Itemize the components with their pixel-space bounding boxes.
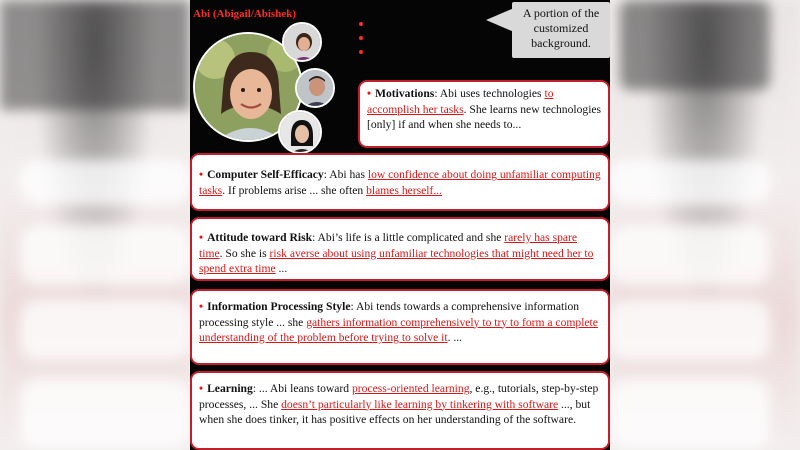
bullet-icon: • xyxy=(367,87,372,100)
facet-highlight: rarely has spare time xyxy=(199,231,578,260)
red-dot-icon xyxy=(359,22,363,26)
blurred-background-right xyxy=(610,0,800,450)
blurred-background-left xyxy=(0,0,190,450)
facet-label: Information Processing Style xyxy=(207,300,351,313)
facet-text: ... xyxy=(275,262,288,275)
persona-name: Abi (Abigail/Abishek) xyxy=(193,8,296,20)
bullet-icon: • xyxy=(199,168,204,181)
facet-highlight: process-oriented learning xyxy=(352,382,470,395)
facet-label: Computer Self-Efficacy xyxy=(207,168,324,181)
bullet-icon: • xyxy=(199,231,204,244)
facet-card-information-processing xyxy=(190,289,610,365)
facet-card-learning xyxy=(190,371,610,450)
facet-text: : ... Abi leans toward xyxy=(252,382,352,395)
thumbnail-image-1 xyxy=(284,24,322,62)
bullet-icon: • xyxy=(199,300,204,313)
facet-text: : Abi’s life is a little complicated and she xyxy=(312,231,505,244)
facet-label: Attitude toward Risk xyxy=(207,231,313,244)
red-dot-icon xyxy=(359,50,363,54)
facet-text: : Abi has xyxy=(323,168,368,181)
background-callout: A portion of the customized background. xyxy=(512,2,610,58)
facet-highlight: low confidence about doing unfamiliar computing tasks xyxy=(199,168,601,197)
facet-card-motivations xyxy=(358,80,610,148)
facet-label: Motivations xyxy=(375,87,435,100)
persona-thumbnail-3 xyxy=(278,110,322,154)
facet-text: . If problems arise ... she often xyxy=(222,183,367,197)
thumbnail-image-3 xyxy=(280,112,322,154)
facet-card-risk xyxy=(190,217,610,281)
facet-highlight: gathers information comprehensively to try to form a complete understanding of the problem before trying to solve it xyxy=(199,315,598,344)
thumbnail-image-2 xyxy=(297,70,335,108)
facet-text: : Abi uses technologies xyxy=(434,87,545,100)
persona-slide xyxy=(190,0,610,450)
callout-pointer xyxy=(486,8,514,32)
facet-text: . She learns new technologies [only] if and when she needs to... xyxy=(367,102,602,131)
facet-highlight: risk averse about using unfamiliar technologies that might need her to spend extra time xyxy=(199,246,594,275)
facet-card-self-efficacy xyxy=(190,153,610,211)
facet-text: , e.g., tutorials, step-by-step processes, ... She xyxy=(199,382,599,411)
facet-text: : Abi tends towards a comprehensive information processing style ... she xyxy=(199,300,580,329)
facet-label: Learning xyxy=(207,382,253,395)
bullet-icon: • xyxy=(199,382,204,395)
facet-text: . So she is xyxy=(219,246,270,260)
slide-bullet-dots xyxy=(359,22,363,64)
facet-highlight: blames herself... xyxy=(366,183,443,197)
facet-highlight: to accomplish her tasks xyxy=(367,87,554,116)
facet-highlight: doesn’t particularly like learning by tinkering with software xyxy=(281,397,559,411)
persona-thumbnail-1 xyxy=(282,22,322,62)
facet-text: . ... xyxy=(447,331,463,344)
red-dot-icon xyxy=(359,36,363,40)
facet-text: ..., but when she does tinker, it has positive effects on her understanding of the software. xyxy=(199,397,591,426)
persona-thumbnail-2 xyxy=(295,68,335,108)
